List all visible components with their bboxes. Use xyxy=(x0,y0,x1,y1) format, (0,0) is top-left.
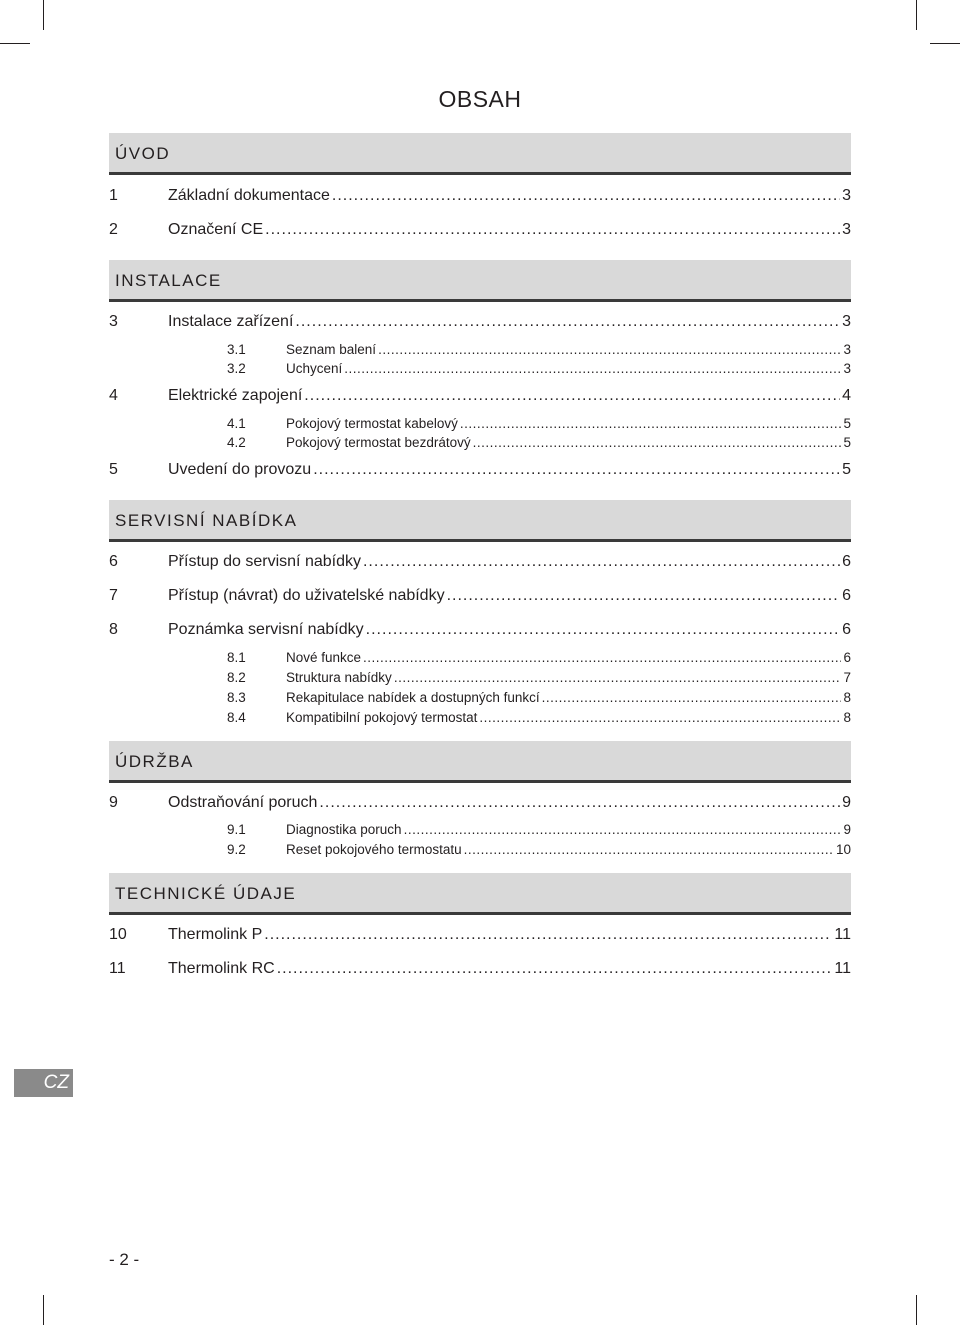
leader-dots xyxy=(277,960,833,978)
page-number: - 2 - xyxy=(109,1250,140,1269)
section-header-instalace xyxy=(109,260,851,302)
toc-label: Thermolink P xyxy=(168,926,263,943)
toc-label: Uchycení xyxy=(286,361,343,376)
toc-entry[interactable] xyxy=(109,553,851,575)
toc-label: Instalace zařízení xyxy=(168,313,294,330)
toc-number: 8.4 xyxy=(227,710,246,725)
toc-page: 8 xyxy=(843,690,851,705)
leader-dots xyxy=(363,553,840,571)
toc-number: 5 xyxy=(109,461,118,478)
crop-mark xyxy=(0,43,30,44)
section-title: ÚDRŽBA xyxy=(115,752,194,771)
toc-page: 11 xyxy=(834,960,851,977)
toc-label: Uvedení do provozu xyxy=(168,461,312,478)
toc-page: 9 xyxy=(843,822,851,837)
toc-number: 7 xyxy=(109,587,118,604)
leader-dots xyxy=(464,842,834,857)
toc-label: Pokojový termostat bezdrátový xyxy=(286,435,471,450)
toc-number: 8.3 xyxy=(227,690,246,705)
toc-page: 6 xyxy=(842,587,851,604)
section-title: TECHNICKÉ ÚDAJE xyxy=(115,884,297,903)
toc-number: 3 xyxy=(109,313,118,330)
section-header-uvod xyxy=(109,133,851,175)
toc-page: 6 xyxy=(842,621,851,638)
toc-number: 4 xyxy=(109,387,118,404)
leader-dots xyxy=(447,587,841,605)
leader-dots xyxy=(473,435,842,450)
toc-label: Nové funkce xyxy=(286,650,362,665)
toc-entry[interactable] xyxy=(109,313,851,335)
toc-label: Thermolink RC xyxy=(168,960,275,977)
toc-page: 5 xyxy=(842,461,851,478)
toc-number: 4.2 xyxy=(227,435,246,450)
toc-page: 3 xyxy=(843,361,851,376)
crop-mark xyxy=(916,1295,917,1325)
toc-subentry[interactable] xyxy=(227,435,851,453)
section-title: SERVISNÍ NABÍDKA xyxy=(115,511,298,530)
leader-dots xyxy=(313,461,840,479)
toc-page: 8 xyxy=(843,710,851,725)
toc-entry[interactable] xyxy=(109,187,851,209)
toc-page: 5 xyxy=(843,416,851,431)
toc-label: Rekapitulace nabídek a dostupných funkcí xyxy=(286,690,540,705)
toc-page: 6 xyxy=(842,553,851,570)
toc-label: Základní dokumentace xyxy=(168,187,330,204)
toc-label: Označení CE xyxy=(168,221,264,238)
toc-entry[interactable] xyxy=(109,794,851,816)
toc-label: Přístup (návrat) do uživatelské nabídky xyxy=(168,587,445,604)
toc-subentry[interactable] xyxy=(227,670,851,688)
toc-label: Přístup do servisní nabídky xyxy=(168,553,361,570)
crop-mark xyxy=(916,0,917,30)
toc-page: 11 xyxy=(834,926,851,943)
toc-number: 10 xyxy=(109,926,127,943)
toc-number: 8.1 xyxy=(227,650,246,665)
toc-subentry[interactable] xyxy=(227,842,851,860)
leader-dots xyxy=(460,416,842,431)
leader-dots xyxy=(542,690,842,705)
crop-mark xyxy=(930,43,960,44)
leader-dots xyxy=(378,342,841,357)
toc-label: Diagnostika poruch xyxy=(286,822,402,837)
toc-subentry[interactable] xyxy=(227,690,851,708)
toc-number: 4.1 xyxy=(227,416,246,431)
section-title: ÚVOD xyxy=(115,144,171,163)
leader-dots xyxy=(265,221,840,239)
toc-label: Elektrické zapojení xyxy=(168,387,303,404)
leader-dots xyxy=(394,670,842,685)
leader-dots xyxy=(264,926,832,944)
crop-mark xyxy=(43,1295,44,1325)
toc-page: 3 xyxy=(842,187,851,204)
toc-label: Reset pokojového termostatu xyxy=(286,842,462,857)
toc-number: 2 xyxy=(109,221,118,238)
toc-entry[interactable] xyxy=(109,621,851,643)
toc-number: 9 xyxy=(109,794,118,811)
toc-page: 9 xyxy=(842,794,851,811)
leader-dots xyxy=(344,361,841,376)
toc-entry[interactable] xyxy=(109,221,851,243)
crop-mark xyxy=(43,0,44,30)
toc-page: 4 xyxy=(842,387,851,404)
toc-label: Kompatibilní pokojový termostat xyxy=(286,710,478,725)
toc-subentry[interactable] xyxy=(227,416,851,434)
toc-number: 1 xyxy=(109,187,118,204)
toc-number: 11 xyxy=(109,960,126,977)
toc-label: Pokojový termostat kabelový xyxy=(286,416,458,431)
toc-page: 5 xyxy=(843,435,851,450)
leader-dots xyxy=(332,187,840,205)
leader-dots xyxy=(304,387,840,405)
toc-entry[interactable] xyxy=(109,926,851,948)
toc-label: Odstraňování poruch xyxy=(168,794,318,811)
toc-subentry[interactable] xyxy=(227,342,851,360)
language-code: CZ xyxy=(43,1072,69,1093)
toc-page: 6 xyxy=(843,650,851,665)
leader-dots xyxy=(319,794,840,812)
toc-number: 3.1 xyxy=(227,342,246,357)
section-header-technicke xyxy=(109,873,851,915)
toc-entry[interactable] xyxy=(109,461,851,483)
toc-subentry[interactable] xyxy=(227,650,851,668)
toc-page: 3 xyxy=(843,342,851,357)
language-tab xyxy=(14,1069,73,1097)
section-title: INSTALACE xyxy=(115,271,222,290)
toc-number: 3.2 xyxy=(227,361,246,376)
leader-dots xyxy=(366,621,840,639)
toc-number: 8 xyxy=(109,621,118,638)
toc-subentry[interactable] xyxy=(227,822,851,840)
toc-entry[interactable] xyxy=(109,587,851,609)
page-title: OBSAH xyxy=(438,86,522,112)
toc-subentry[interactable] xyxy=(227,361,851,379)
toc-page: 3 xyxy=(842,221,851,238)
toc-label: Seznam balení xyxy=(286,342,377,357)
toc-subentry[interactable] xyxy=(227,710,851,728)
toc-number: 9.1 xyxy=(227,822,246,837)
toc-page: 3 xyxy=(842,313,851,330)
toc-entry[interactable] xyxy=(109,387,851,409)
toc-label: Struktura nabídky xyxy=(286,670,392,685)
leader-dots xyxy=(404,822,842,837)
toc-number: 8.2 xyxy=(227,670,246,685)
leader-dots xyxy=(363,650,841,665)
section-header-udrzba xyxy=(109,741,851,783)
toc-page: 7 xyxy=(843,670,851,685)
toc-page: 10 xyxy=(835,842,851,857)
leader-dots xyxy=(295,313,840,331)
toc-number: 9.2 xyxy=(227,842,246,857)
toc-number: 6 xyxy=(109,553,118,570)
section-header-servis xyxy=(109,500,851,542)
toc-entry[interactable] xyxy=(109,960,851,982)
toc-label: Poznámka servisní nabídky xyxy=(168,621,364,638)
leader-dots xyxy=(479,710,841,725)
